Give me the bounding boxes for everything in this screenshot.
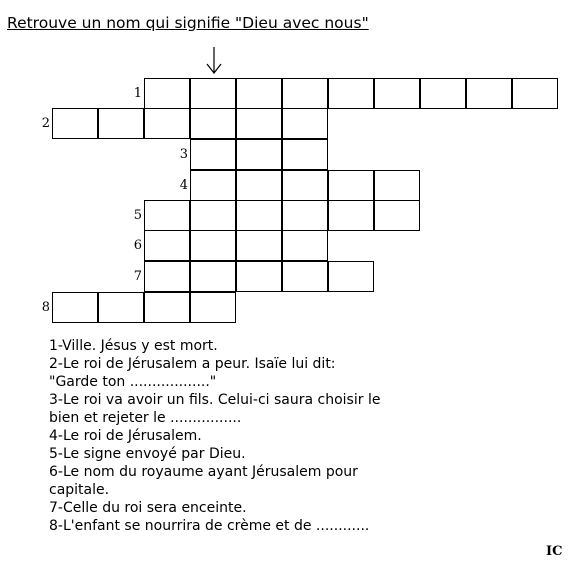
grid-cell[interactable]: [328, 261, 374, 292]
grid-cell[interactable]: [236, 261, 282, 292]
author-initials: IC: [546, 544, 563, 559]
grid-cell[interactable]: [190, 292, 236, 323]
grid-cell[interactable]: [282, 170, 328, 201]
grid-cell[interactable]: [144, 108, 190, 139]
clue-line: 1-Ville. Jésus y est mort.: [49, 338, 218, 354]
grid-cell[interactable]: [236, 139, 282, 170]
grid-cell[interactable]: [328, 200, 374, 231]
clue-number-8: 8: [41, 300, 50, 315]
grid-cell[interactable]: [236, 108, 282, 139]
grid-cell[interactable]: [282, 261, 328, 292]
grid-cell[interactable]: [512, 78, 558, 109]
grid-cell[interactable]: [236, 200, 282, 231]
grid-cell[interactable]: [282, 108, 328, 139]
grid-cell[interactable]: [144, 78, 190, 109]
grid-cell[interactable]: [98, 108, 144, 139]
clue-line: capitale.: [49, 482, 110, 498]
clue-line: 3-Le roi va avoir un fils. Celui-ci saura choisir le: [49, 392, 381, 408]
clue-list: [49, 337, 469, 535]
grid-cell[interactable]: [190, 108, 236, 139]
grid-cell[interactable]: [374, 200, 420, 231]
clue-line: 7-Celle du roi sera enceinte.: [49, 500, 247, 516]
clue-number-1: 1: [133, 86, 142, 101]
clue-line: 8-L'enfant se nourrira de crème et de ............: [49, 518, 370, 534]
grid-cell[interactable]: [236, 170, 282, 201]
grid-cell[interactable]: [144, 261, 190, 292]
grid-cell[interactable]: [328, 78, 374, 109]
puzzle-title: Retrouve un nom qui signifie "Dieu avec nous": [7, 14, 369, 32]
grid-cell[interactable]: [236, 230, 282, 261]
grid-cell[interactable]: [52, 108, 98, 139]
clue-number-7: 7: [133, 269, 142, 284]
grid-cell[interactable]: [190, 200, 236, 231]
clue-line: bien et rejeter le ................: [49, 410, 242, 426]
grid-cell[interactable]: [282, 200, 328, 231]
grid-cell[interactable]: [190, 261, 236, 292]
grid-cell[interactable]: [236, 78, 282, 109]
grid-cell[interactable]: [282, 230, 328, 261]
grid-cell[interactable]: [374, 78, 420, 109]
grid-cell[interactable]: [144, 200, 190, 231]
grid-cell[interactable]: [282, 139, 328, 170]
grid-cell[interactable]: [190, 78, 236, 109]
clue-line: "Garde ton ..................": [49, 374, 217, 390]
clue-number-3: 3: [179, 147, 188, 162]
grid-cell[interactable]: [98, 292, 144, 323]
clue-number-2: 2: [41, 116, 50, 131]
clue-number-6: 6: [133, 238, 142, 253]
clue-line: 4-Le roi de Jérusalem.: [49, 428, 202, 444]
grid-cell[interactable]: [144, 292, 190, 323]
grid-cell[interactable]: [190, 170, 236, 201]
grid-cell[interactable]: [466, 78, 512, 109]
grid-cell[interactable]: [420, 78, 466, 109]
clue-line: 5-Le signe envoyé par Dieu.: [49, 446, 246, 462]
grid-cell[interactable]: [374, 170, 420, 201]
clue-line: 2-Le roi de Jérusalem a peur. Isaïe lui dit:: [49, 356, 336, 372]
grid-cell[interactable]: [190, 230, 236, 261]
grid-cell[interactable]: [328, 170, 374, 201]
clue-number-5: 5: [133, 208, 142, 223]
clue-number-4: 4: [179, 178, 188, 193]
grid-cell[interactable]: [282, 78, 328, 109]
grid-cell[interactable]: [144, 230, 190, 261]
clue-line: 6-Le nom du royaume ayant Jérusalem pour: [49, 464, 358, 480]
grid-cell[interactable]: [52, 292, 98, 323]
grid-cell[interactable]: [190, 139, 236, 170]
